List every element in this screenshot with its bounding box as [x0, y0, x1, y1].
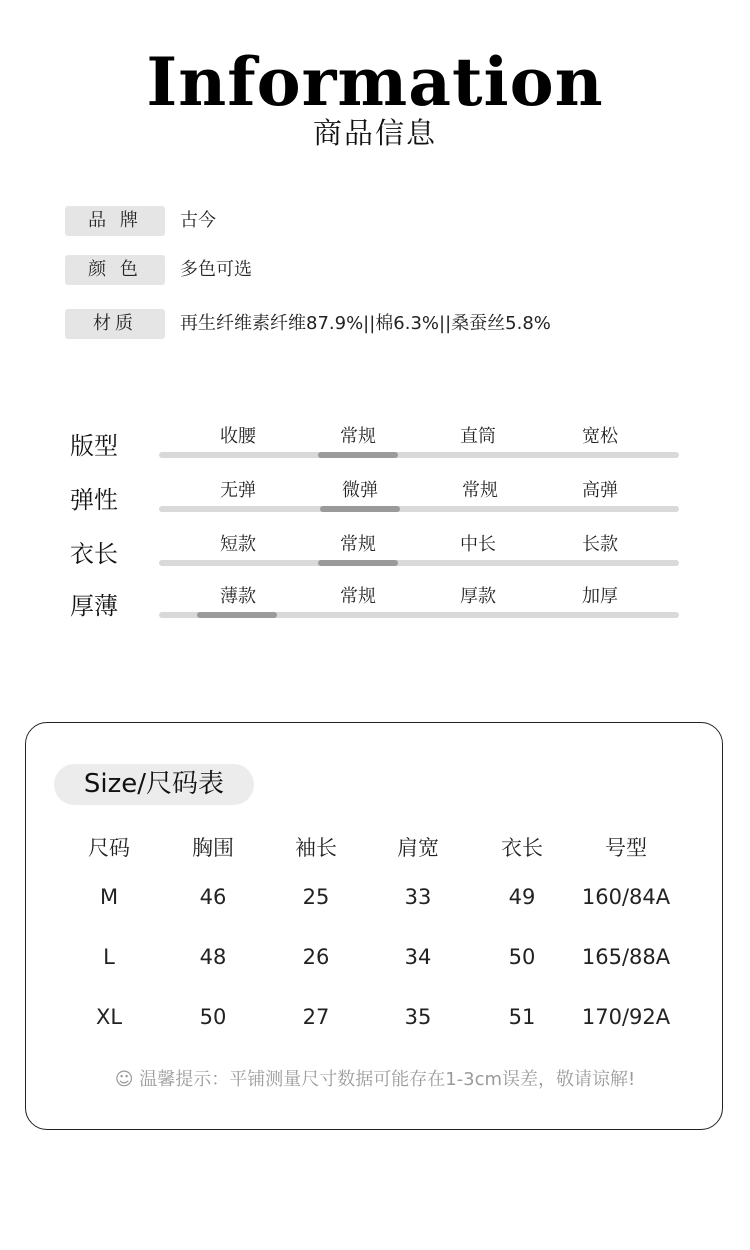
size-header-cell: 胸围 — [192, 836, 234, 860]
attr-selected-marker — [320, 506, 400, 512]
size-cell: 46 — [199, 885, 227, 909]
size-header-cell: 肩宽 — [397, 836, 439, 860]
info-label: 颜 色 — [65, 255, 165, 285]
attr-option: 常规 — [340, 586, 376, 607]
attr-selected-marker — [197, 612, 277, 618]
size-chart-title: Size/尺码表 — [54, 764, 254, 805]
attr-option: 直筒 — [460, 426, 496, 447]
attr-track — [159, 560, 679, 566]
size-cell: 160/84A — [581, 885, 671, 909]
size-header-cell: 衣长 — [501, 836, 543, 860]
measurement-note: ☺ 温馨提示：平铺测量尺寸数据可能存在1-3cm误差，敬请谅解! — [114, 1069, 636, 1090]
attr-option: 薄款 — [220, 586, 256, 607]
attr-row-elasticity — [70, 480, 690, 520]
size-cell: 48 — [199, 945, 227, 969]
size-cell: 50 — [199, 1005, 227, 1029]
size-cell: 50 — [508, 945, 536, 969]
size-cell: 27 — [302, 1005, 330, 1029]
attr-option: 常规 — [462, 480, 498, 501]
size-cell: M — [99, 885, 119, 909]
attr-name: 衣长 — [70, 540, 118, 568]
attr-option: 常规 — [340, 426, 376, 447]
attr-option: 短款 — [220, 534, 256, 555]
attr-selected-marker — [318, 452, 398, 458]
size-header-cell: 袖长 — [295, 836, 337, 860]
info-label: 品 牌 — [65, 206, 165, 236]
attr-option: 微弹 — [342, 480, 378, 501]
info-value: 多色可选 — [180, 259, 252, 280]
attr-name: 厚薄 — [70, 592, 118, 620]
attr-option: 加厚 — [582, 586, 618, 607]
attr-track — [159, 452, 679, 458]
attr-row-length — [70, 534, 690, 574]
size-cell: L — [103, 945, 115, 969]
attr-option: 厚款 — [460, 586, 496, 607]
size-cell: 26 — [302, 945, 330, 969]
attr-row-thickness — [70, 586, 690, 626]
attr-option: 无弹 — [220, 480, 256, 501]
attr-name: 弹性 — [70, 486, 118, 514]
attr-option: 高弹 — [582, 480, 618, 501]
attr-option: 中长 — [460, 534, 496, 555]
attr-option: 宽松 — [582, 426, 618, 447]
info-value: 再生纤维素纤维87.9%||棉6.3%||桑蚕丝5.8% — [180, 313, 551, 334]
page-title-en: Information — [146, 43, 604, 121]
size-header-cell: 尺码 — [88, 836, 130, 860]
size-cell: 51 — [508, 1005, 536, 1029]
size-chart-card — [25, 722, 723, 1130]
attr-row-fit — [70, 426, 690, 466]
size-cell: XL — [95, 1005, 123, 1029]
size-cell: 170/92A — [581, 1005, 671, 1029]
size-cell: 25 — [302, 885, 330, 909]
size-cell: 35 — [404, 1005, 432, 1029]
attr-selected-marker — [318, 560, 398, 566]
info-label: 材质 — [65, 309, 165, 339]
attr-option: 长款 — [582, 534, 618, 555]
size-cell: 34 — [404, 945, 432, 969]
page-title-cn: 商品信息 — [312, 116, 437, 150]
attr-name: 版型 — [70, 432, 118, 460]
size-cell: 165/88A — [581, 945, 671, 969]
size-cell: 49 — [508, 885, 536, 909]
size-cell: 33 — [404, 885, 432, 909]
attr-option: 常规 — [340, 534, 376, 555]
info-value: 古今 — [180, 210, 216, 231]
size-header-cell: 号型 — [605, 836, 647, 860]
attr-track — [159, 506, 679, 512]
attr-option: 收腰 — [220, 426, 256, 447]
